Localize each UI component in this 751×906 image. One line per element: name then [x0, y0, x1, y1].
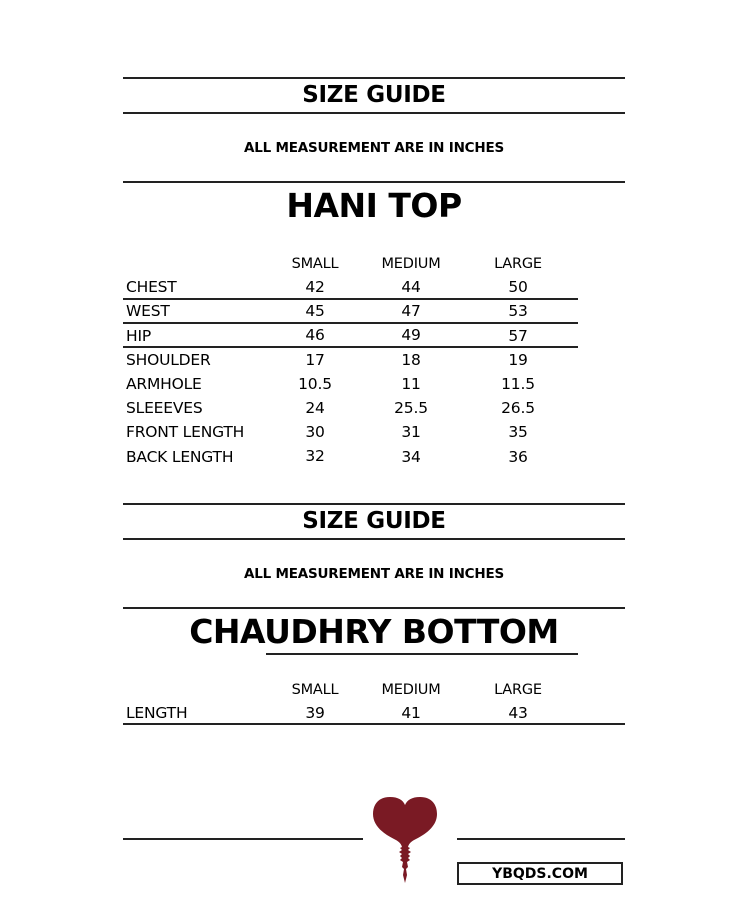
- row-label: SLEEEVES: [126, 399, 203, 417]
- product-title: HANI TOP: [286, 186, 462, 225]
- value-large: 43: [508, 704, 528, 722]
- footer-divider-right: [457, 838, 625, 840]
- divider: [123, 538, 625, 540]
- measurement-note: ALL MEASUREMENT ARE IN INCHES: [243, 140, 505, 156]
- divider: [123, 503, 625, 505]
- value-large: 11.5: [501, 375, 535, 393]
- row-divider: [123, 723, 625, 725]
- heart-logo-shape: [373, 797, 437, 883]
- value-medium: 11: [401, 375, 421, 393]
- guide-title: SIZE GUIDE: [302, 82, 446, 108]
- column-header-medium: MEDIUM: [381, 256, 441, 272]
- footer-divider-left: [123, 838, 363, 840]
- value-large: 35: [508, 423, 528, 441]
- value-large: 26.5: [501, 399, 535, 417]
- guide-title: SIZE GUIDE: [302, 508, 446, 534]
- value-small: 45: [305, 302, 325, 320]
- value-medium: 49: [401, 326, 421, 344]
- column-header-large: LARGE: [494, 682, 542, 698]
- row-divider: [123, 298, 578, 300]
- divider: [123, 112, 625, 114]
- column-header-small: SMALL: [291, 682, 339, 698]
- value-small: 24: [305, 399, 325, 417]
- row-label: LENGTH: [126, 704, 188, 722]
- value-medium: 25.5: [394, 399, 428, 417]
- value-medium: 31: [401, 423, 421, 441]
- column-header-medium: MEDIUM: [381, 682, 441, 698]
- value-medium: 18: [401, 351, 421, 369]
- value-medium: 47: [401, 302, 421, 320]
- measurement-note: ALL MEASUREMENT ARE IN INCHES: [243, 566, 505, 582]
- value-small: 17: [305, 351, 325, 369]
- heart-logo-icon: [370, 795, 440, 885]
- value-small: 42: [305, 278, 325, 296]
- value-small: 10.5: [298, 375, 332, 393]
- row-label: WEST: [126, 302, 170, 320]
- row-divider: [123, 346, 578, 348]
- value-large: 53: [508, 302, 528, 320]
- value-small: 39: [305, 704, 325, 722]
- website-label: YBQDS.COM: [457, 862, 623, 885]
- title-underline: [266, 653, 578, 655]
- row-label: HIP: [126, 327, 151, 345]
- value-small: 30: [305, 423, 325, 441]
- divider: [123, 77, 625, 79]
- value-small: 32: [305, 447, 325, 465]
- row-label: SHOULDER: [126, 351, 211, 369]
- column-header-large: LARGE: [494, 256, 542, 272]
- value-medium: 44: [401, 278, 421, 296]
- row-label: CHEST: [126, 278, 177, 296]
- value-small: 46: [305, 326, 325, 344]
- value-large: 50: [508, 278, 528, 296]
- row-label: BACK LENGTH: [126, 448, 234, 466]
- row-label: FRONT LENGTH: [126, 423, 245, 441]
- row-label: ARMHOLE: [126, 375, 202, 393]
- divider: [123, 607, 625, 609]
- value-medium: 41: [401, 704, 421, 722]
- row-divider: [123, 322, 578, 324]
- value-large: 36: [508, 448, 528, 466]
- value-medium: 34: [401, 448, 421, 466]
- product-title: CHAUDHRY BOTTOM: [189, 612, 559, 651]
- value-large: 19: [508, 351, 528, 369]
- value-large: 57: [508, 327, 528, 345]
- divider: [123, 181, 625, 183]
- column-header-small: SMALL: [291, 256, 339, 272]
